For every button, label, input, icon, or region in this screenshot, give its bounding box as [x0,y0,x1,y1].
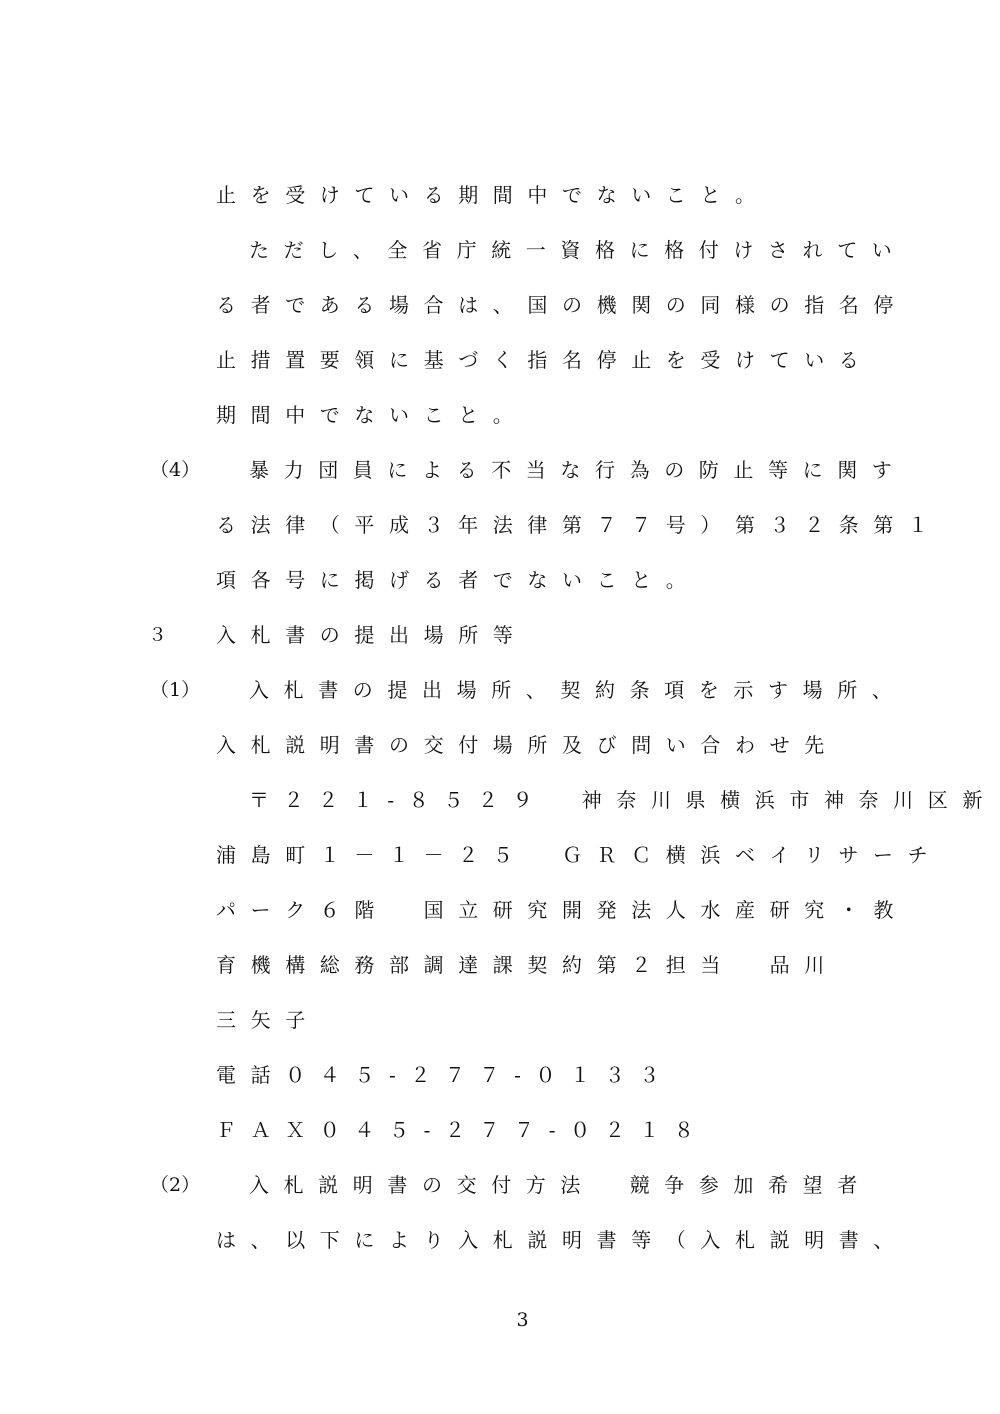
text-line: る法律（平成３年法律第７７号）第３２条第１ [216,513,943,537]
phone-number: 電話０４５-２７７-０１３３ [216,1063,674,1087]
address-line: 〒２２１-８５２９ 神奈川県横浜市神奈川区新 [249,788,997,812]
address-line: 育機構総務部調達課契約第２担当 品川 [216,953,839,977]
section-heading: 入札書の提出場所等 [216,623,528,647]
section-number-3: ３ [148,624,168,646]
text-line: 止措置要領に基づく指名停止を受けている [216,348,874,372]
text-line: る者である場合は、国の機関の同様の指名停 [216,293,908,317]
page-number: 3 [516,1309,529,1331]
address-line: 浦島町１－１－２５ ＧＲＣ横浜ベイリサーチ [216,843,943,867]
item-number-1: （1） [150,679,201,701]
text-line: ただし、全省庁統一資格に格付けされてい [249,238,907,262]
text-line: 期間中でないこと。 [216,403,528,427]
contact-name: 三矢子 [216,1008,320,1032]
text-line: 止を受けている期間中でないこと。 [216,183,770,207]
text-line: 入札説明書の交付場所及び問い合わせ先 [216,733,839,757]
item-number-4: （4） [150,459,201,481]
item-number-2: （2） [150,1174,201,1196]
text-line: 入札書の提出場所、契約条項を示す場所、 [249,678,907,702]
fax-number: ＦＡＸ０４５-２７７-０２１８ [216,1118,709,1142]
text-line: 入札説明書の交付方法 競争参加希望者 [249,1173,872,1197]
text-line: 項各号に掲げる者でないこと。 [216,568,701,592]
address-line: パーク６階 国立研究開発法人水産研究・教 [216,898,908,922]
text-line: は、以下により入札説明書等（入札説明書、 [216,1228,908,1252]
text-line: 暴力団員による不当な行為の防止等に関す [249,458,907,482]
